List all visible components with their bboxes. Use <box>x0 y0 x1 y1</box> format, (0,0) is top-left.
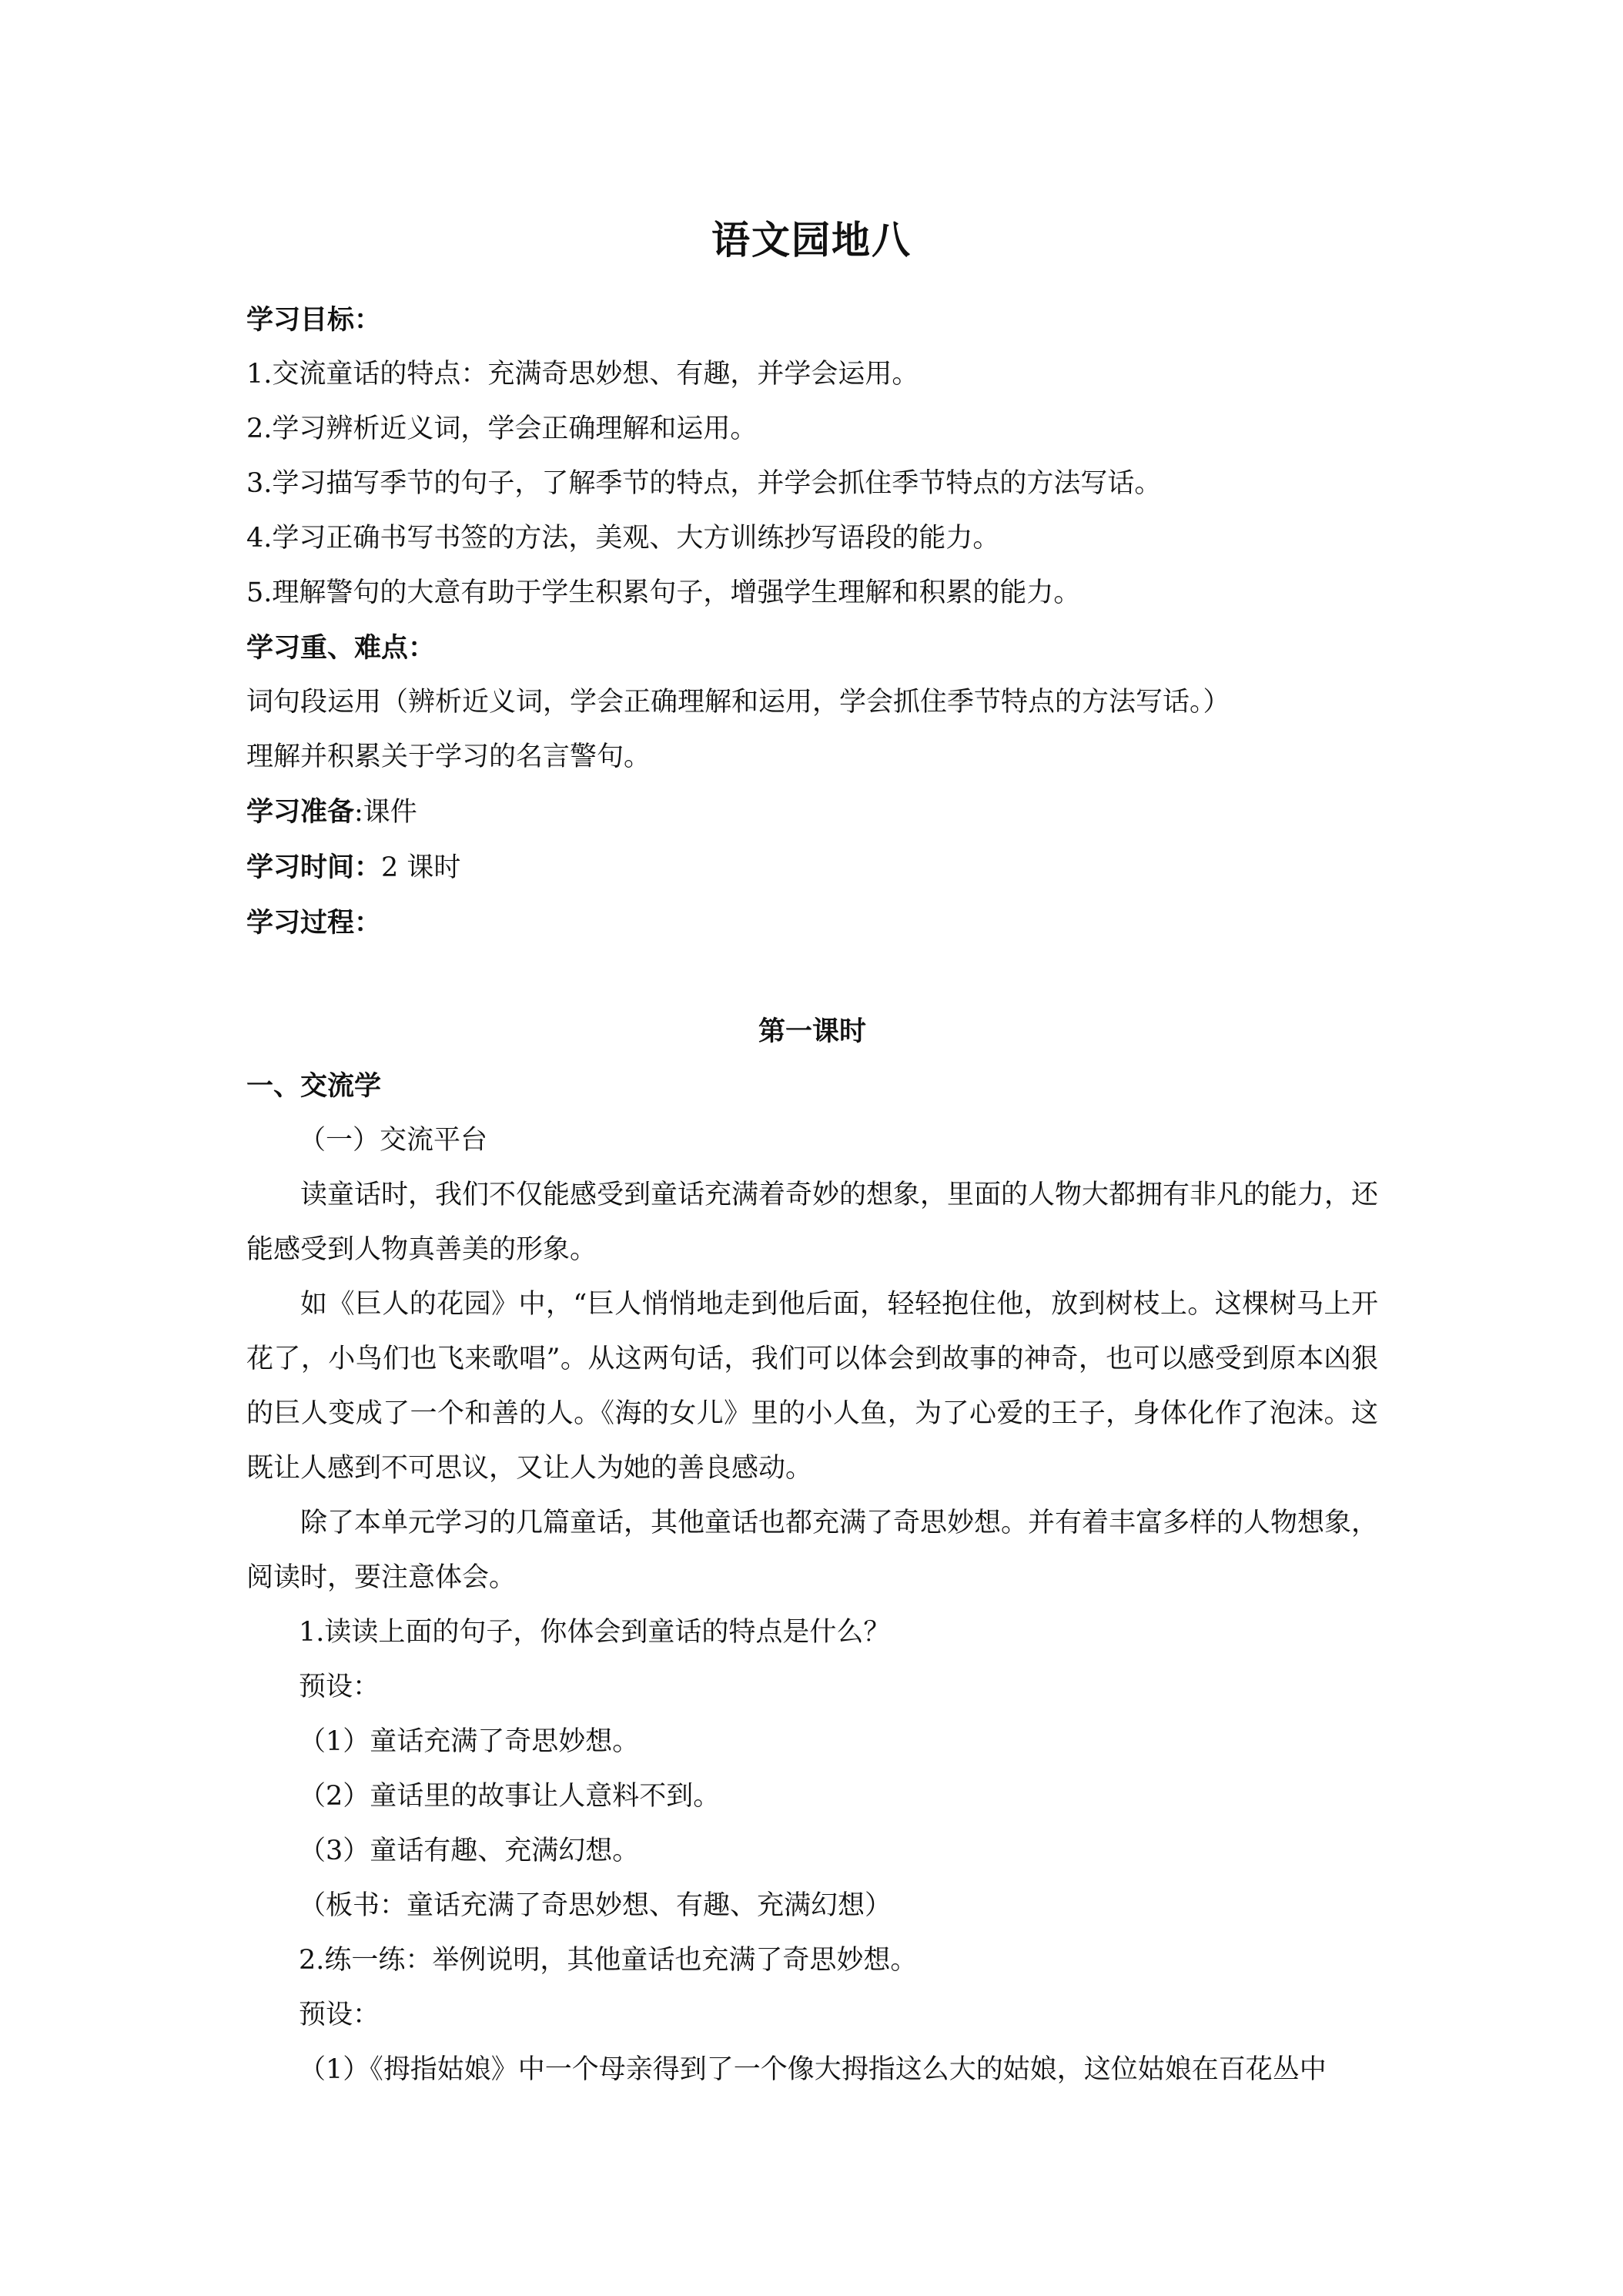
document-body <box>246 293 1378 2097</box>
subsection-heading: （一）交流平台 <box>299 1125 488 1156</box>
time-value: 2 课时 <box>381 852 461 883</box>
time-label: 学习时间： <box>246 852 382 883</box>
answer-item: （3）童话有趣、充满幻想。 <box>299 1836 640 1866</box>
answer-item: （1）童话充满了奇思妙想。 <box>299 1726 640 1757</box>
objective-item: 2.学习辨析近义词，学会正确理解和运用。 <box>246 413 758 444</box>
board-note: （板书：童话充满了奇思妙想、有趣、充满幻想） <box>299 1890 892 1921</box>
section-heading: 一、交流学 <box>246 1070 382 1102</box>
key-point-item: 理解并积累关于学习的名言警句。 <box>246 741 651 772</box>
key-points-heading: 学习重、难点： <box>246 632 436 664</box>
question-2: 2.练一练：举例说明，其他童话也充满了奇思妙想。 <box>299 1945 918 1976</box>
example-item: （1）《拇指姑娘》中一个母亲得到了一个像大拇指这么大的姑娘，这位姑娘在百花丛中 <box>299 2054 1327 2085</box>
document-title: 语文园地八 <box>711 217 912 263</box>
body-paragraph: 除了本单元学习的几篇童话，其他童话也都充满了奇思妙想。并有着丰富多样的人物想象，阅读时，要注意体会。 <box>246 1508 1379 1593</box>
process-heading: 学习过程： <box>246 907 382 939</box>
preset-label: 预设： <box>299 2000 380 2030</box>
lesson-title: 第一课时 <box>758 1016 866 1047</box>
objective-item: 3.学习描写季节的句子，了解季节的特点，并学会抓住季节特点的方法写话。 <box>246 468 1162 499</box>
objective-item: 5.理解警句的大意有助于学生积累句子，增强学生理解和积累的能力。 <box>246 577 1081 608</box>
spacer <box>246 950 1378 1004</box>
key-point-item: 词句段运用（辨析近义词，学会正确理解和运用，学会抓住季节特点的方法写话。） <box>246 687 1230 718</box>
objective-item: 4.学习正确书写书签的方法，美观、大方训练抄写语段的能力。 <box>246 523 1000 554</box>
preparation-value: :课件 <box>354 797 417 828</box>
objective-item: 1.交流童话的特点：充满奇思妙想、有趣，并学会运用。 <box>246 359 919 390</box>
preset-label: 预设： <box>299 1672 380 1702</box>
preparation-line <box>246 785 1378 840</box>
body-paragraph: 读童话时，我们不仅能感受到童话充满着奇妙的想象，里面的人物大都拥有非凡的能力，还能感受到人物真善美的形象。 <box>246 1180 1379 1265</box>
time-line <box>246 840 1378 895</box>
body-paragraph: 如《巨人的花园》中，“巨人悄悄地走到他后面，轻轻抱住他，放到树枝上。这棵树马上开花了，小鸟们也飞来歌唱”。从这两句话，我们可以体会到故事的神奇，也可以感受到原本凶狠的巨人变成了一个和善的人。《海的女儿》里的小人鱼，为了心爱的王子，身体化作了泡沫。这既让人感到不可思议，又让人为她的善良感动。 <box>246 1289 1378 1484</box>
objectives-heading: 学习目标： <box>246 304 382 336</box>
answer-item: （2）童话里的故事让人意料不到。 <box>299 1781 721 1812</box>
question-1: 1.读读上面的句子，你体会到童话的特点是什么？ <box>299 1617 891 1648</box>
preparation-label: 学习准备 <box>246 796 355 828</box>
